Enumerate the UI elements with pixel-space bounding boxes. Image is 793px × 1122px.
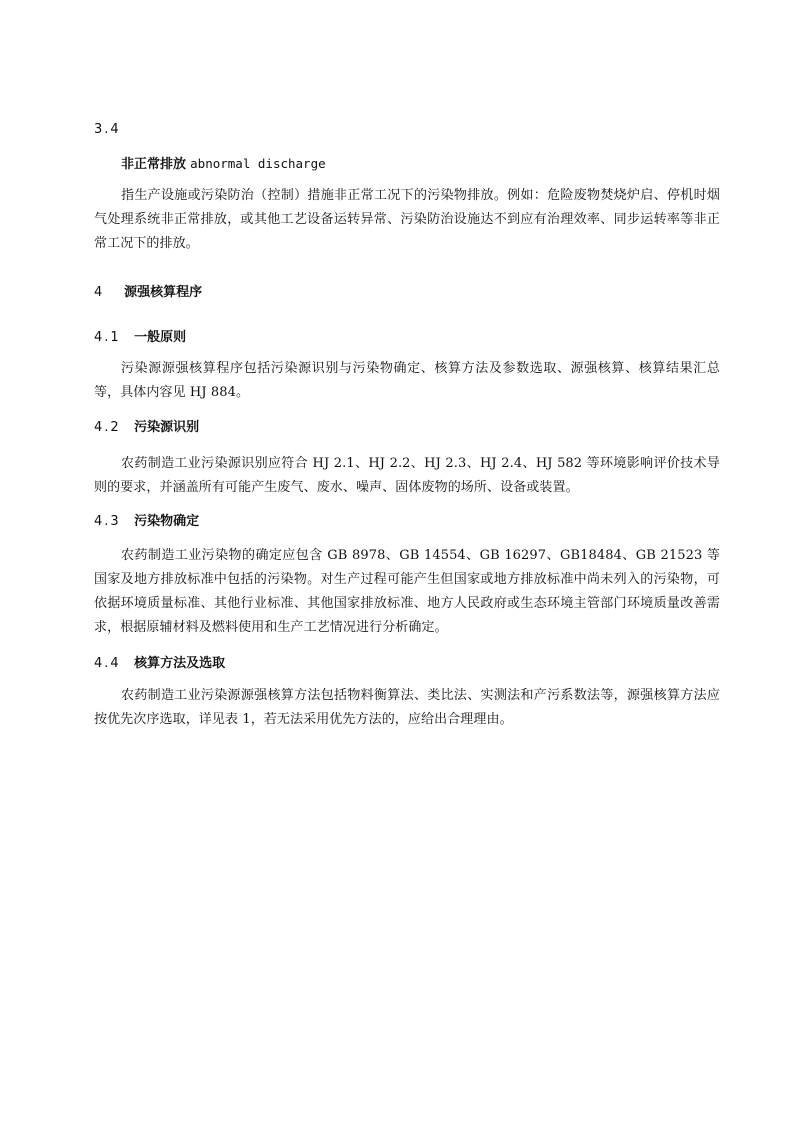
section-4-3-paragraph: 农药制造工业污染物的确定应包含 GB 8978、GB 14554、GB 16297、GB18484、GB 21523 等国家及地方排放标准中包括的污染物。对生产过程可能产生但国家或地方排放标准中尚未列入的污染物，可依据环境质量标准、其他行业标准、其他国家排放标准、地方人民政府或生态环境主管部门环境质量改善需求，根据原辅材料及燃料使用和生产工艺情况进行分析确定。 <box>94 548 720 635</box>
section-number: 4 <box>94 285 105 300</box>
section-4-heading <box>94 284 720 302</box>
section-title: 一般原则 <box>134 330 187 345</box>
section-title: 污染源识别 <box>134 420 200 435</box>
section-4-3-heading <box>94 513 720 531</box>
section-number: 4.4 <box>94 656 121 671</box>
section-4-4-paragraph: 农药制造工业污染源源强核算方法包括物料衡算法、类比法、实测法和产污系数法等，源强核算方法应按优先次序选取，详见表 1，若无法采用优先方法的，应给出合理理由。 <box>94 688 720 727</box>
section-4-4-heading <box>94 655 720 673</box>
section-4-2-paragraph: 农药制造工业污染源识别应符合 HJ 2.1、HJ 2.2、HJ 2.3、HJ 2.4、HJ 582 等环境影响评价技术导则的要求，并涵盖所有可能产生废气、废水、噪声、固体废物的场所、设备或装置。 <box>94 456 720 495</box>
section-title: 核算方法及选取 <box>134 656 226 671</box>
term-chinese: 非正常排放 <box>121 157 187 172</box>
section-title: 污染物确定 <box>134 514 200 529</box>
section-4-1-heading <box>94 329 720 347</box>
term-english: abnormal discharge <box>190 156 326 171</box>
term-definition-heading <box>94 155 747 174</box>
section-title: 源强核算程序 <box>124 285 203 300</box>
section-number: 4.2 <box>94 420 121 435</box>
section-4-2-heading <box>94 419 720 437</box>
section-number: 4.1 <box>94 330 121 345</box>
section-number: 4.3 <box>94 514 121 529</box>
section-4-1-paragraph: 污染源源强核算程序包括污染源识别与污染物确定、核算方法及参数选取、源强核算、核算结果汇总等，具体内容见 HJ 884。 <box>94 361 720 400</box>
section-3-4-heading <box>94 121 720 139</box>
section-3-4-paragraph: 指生产设施或污染防治（控制）措施非正常工况下的污染物排放。例如：危险废物焚烧炉启、停机时烟气处理系统非正常排放，或其他工艺设备运转异常、污染防治设施达不到应有治理效率、同步运转率等非正常工况下的排放。 <box>94 188 720 251</box>
section-number: 3.4 <box>94 122 121 137</box>
